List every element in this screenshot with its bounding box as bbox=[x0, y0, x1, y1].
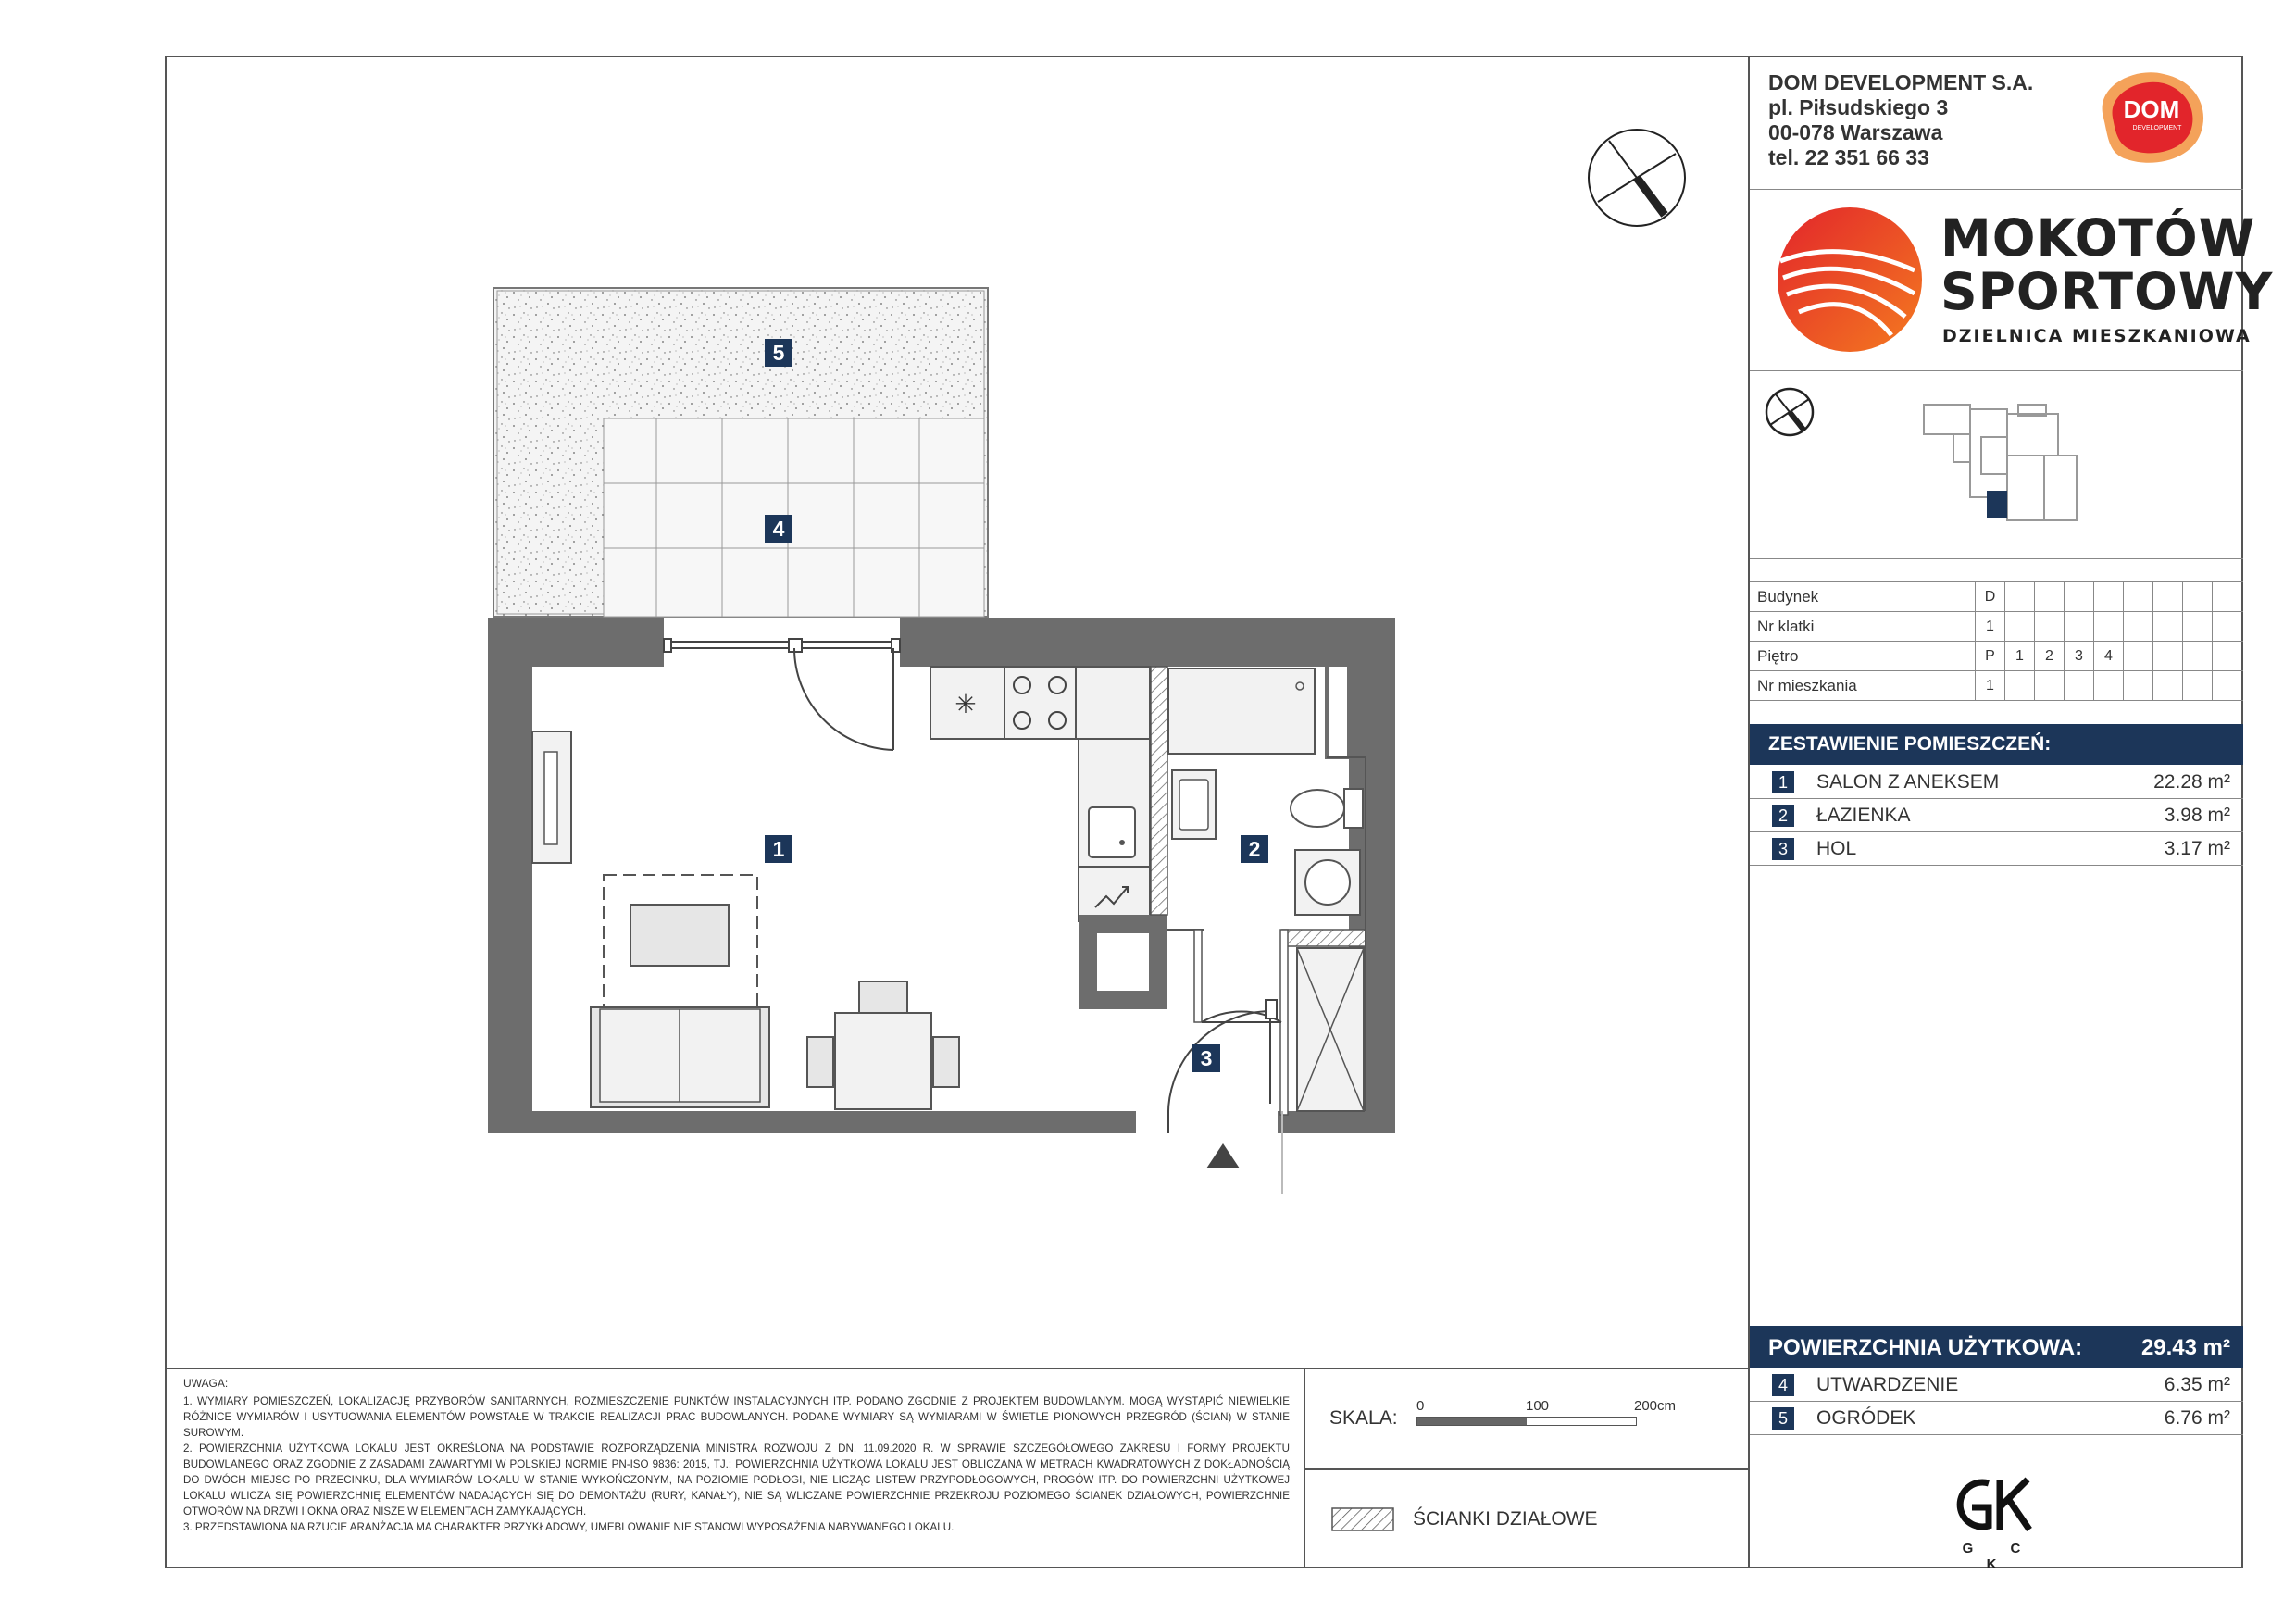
company-city: 00-078 Warszawa bbox=[1768, 120, 1943, 144]
info-cell-empty bbox=[2182, 642, 2212, 671]
info-row-budynek bbox=[1750, 581, 2243, 611]
room-area: 3.98 m² bbox=[2164, 805, 2230, 826]
info-cell-empty bbox=[2123, 612, 2152, 642]
info-cell-empty bbox=[2152, 642, 2182, 671]
dom-development-logo bbox=[2085, 67, 2210, 169]
company-address bbox=[1768, 70, 2033, 170]
info-cell: 4 bbox=[2093, 642, 2123, 671]
project-subtitle: DZIELNICA MIESZKANIOWA bbox=[1942, 326, 2252, 346]
info-cell-empty bbox=[2212, 612, 2241, 642]
info-cell-empty bbox=[2064, 612, 2093, 642]
info-cell-empty bbox=[2152, 671, 2182, 701]
room-row bbox=[1750, 766, 2243, 799]
balcony-door bbox=[664, 639, 900, 750]
info-cell-empty bbox=[2093, 582, 2123, 612]
panel-separator bbox=[1750, 189, 2243, 190]
notes-title: UWAGA: bbox=[183, 1377, 229, 1390]
extra-area: 6.35 m² bbox=[2164, 1374, 2230, 1395]
note-3: 3. PRZEDSTAWIONA NA RZUCIE ARANŻACJA MA CHARAKTER PRZYKŁADOWY, UMEBLOWANIE NIE STANOWI WYPOSAŻENIA NABYWANEGO LOKALU. bbox=[183, 1521, 955, 1533]
info-row-klatka bbox=[1750, 611, 2243, 641]
info-label: Budynek bbox=[1757, 588, 1819, 606]
info-cell-empty bbox=[2123, 642, 2152, 671]
info-cell-empty bbox=[2004, 671, 2034, 701]
info-cell-empty bbox=[2123, 671, 2152, 701]
room-label-1: 1 bbox=[765, 835, 792, 863]
info-cell-empty bbox=[2212, 582, 2241, 612]
info-cell-empty bbox=[2034, 671, 2064, 701]
extra-row bbox=[1750, 1368, 2243, 1402]
washing-machine bbox=[1295, 850, 1360, 915]
company-name: DOM DEVELOPMENT S.A. bbox=[1768, 70, 2034, 94]
info-cell-empty bbox=[2064, 582, 2093, 612]
bathtub bbox=[1168, 668, 1315, 754]
info-cell-empty bbox=[2152, 612, 2182, 642]
bath-niche bbox=[1327, 665, 1349, 757]
dom-logo-subtext: DEVELOPMENT bbox=[2132, 125, 2182, 131]
coffee-table bbox=[630, 905, 729, 966]
dining-table bbox=[807, 981, 959, 1109]
room-area: 3.17 m² bbox=[2164, 838, 2230, 859]
extra-number: 4 bbox=[1772, 1374, 1794, 1396]
dom-logo-text: DOM bbox=[2123, 95, 2180, 123]
kitchen-sink-icon bbox=[1089, 807, 1135, 857]
info-cell: P bbox=[1975, 642, 2004, 671]
info-cell-empty bbox=[2182, 671, 2212, 701]
info-label: Piętro bbox=[1757, 647, 1799, 665]
info-cell-empty bbox=[2004, 582, 2034, 612]
room-label-5: 5 bbox=[765, 339, 792, 367]
info-cell-empty bbox=[2212, 642, 2241, 671]
info-cell-empty bbox=[2093, 612, 2123, 642]
info-cell-empty bbox=[2152, 582, 2182, 612]
info-cell-empty bbox=[2212, 671, 2241, 701]
info-cell-empty bbox=[2093, 671, 2123, 701]
tv-cabinet bbox=[532, 731, 571, 863]
scale-bar bbox=[1416, 1417, 1637, 1426]
rooms-header: ZESTAWIENIE POMIESZCZEŃ: bbox=[1750, 724, 2243, 765]
room-name: HOL bbox=[1816, 838, 1857, 859]
room-label-3: 3 bbox=[1192, 1044, 1220, 1072]
mokotow-sportowy-logo bbox=[1776, 206, 1924, 354]
room-area: 22.28 m² bbox=[2153, 771, 2230, 793]
project-title-line1: MOKOTÓW bbox=[1940, 208, 2256, 268]
usable-area-label: POWIERZCHNIA UŻYTKOWA: bbox=[1768, 1335, 2083, 1360]
scale-tick-200: 200cm bbox=[1634, 1398, 1677, 1414]
company-street: pl. Piłsudskiego 3 bbox=[1768, 95, 1949, 119]
room-label-2: 2 bbox=[1241, 835, 1268, 863]
key-plan bbox=[1759, 381, 2222, 553]
usable-area-banner bbox=[1750, 1326, 2243, 1368]
scale-tick-0: 0 bbox=[1416, 1398, 1425, 1414]
extra-row bbox=[1750, 1402, 2243, 1435]
room-row bbox=[1750, 832, 2243, 866]
info-cell: 1 bbox=[1975, 671, 2004, 701]
toilet bbox=[1291, 789, 1363, 828]
scale-tick-100: 100 bbox=[1526, 1398, 1550, 1414]
info-cell-empty bbox=[2004, 612, 2034, 642]
room-name: ŁAZIENKA bbox=[1816, 805, 1911, 826]
info-cell: 3 bbox=[2064, 642, 2093, 671]
project-title bbox=[1940, 208, 2274, 321]
terrace-tiles bbox=[604, 418, 984, 617]
note-2: 2. POWIERZCHNIA UŻYTKOWA LOKALU JEST OKREŚLONA NA PODSTAWIE ROZPORZĄDZENIA MINISTRA ROZWOJU Z DN. 11.09.2020 R. W SPRAWIE SZCZEGÓŁOWEGO ZAKRESU I FORMY PROJEKTU BUDOWLANEGO ORAZ ZGODNIE Z ZASADAMI ZAWARTYMI W POLSKIEJ NORMIE PN-ISO 9836: 2015, TJ.: POWIERZCHNIA UŻYTKOWA LOKALU JEST OBLICZANA W METRACH KWADRATOWYCH Z DOKŁADNOŚCIĄ DO DWÓCH MIEJSC PO PRZECINKU, DLA WYMIARÓW LOKALU W STANIE WYKOŃCZONYM, NA POZIOMIE PODŁOGI, NIE LICZĄC LISTEW PRZYPODŁOGOWYCH, PROGÓW ITP. DO POWIERZCHNI UŻYTKOWEJ LOKALU WLICZA SIĘ POWIERZCHNIĘ ELEMENTÓW NADAJĄCYCH SIĘ DO DEMONTAŻU (RURY, KANAŁY), NIE SĄ WLICZANE POWIERZCHNIE PRZEKROJU POZIOMEGO ŚCIANEK DZIAŁOWYCH, POWIERZCHNIE OTWORÓW NA DRZWI I OKNA ORAZ NISZE W ELEMENTACH ZAMYKAJĄCYCH. bbox=[183, 1443, 1290, 1518]
extra-number: 5 bbox=[1772, 1407, 1794, 1430]
partition-legend-label: ŚCIANKI DZIAŁOWE bbox=[1413, 1508, 1598, 1530]
key-plan-compass-icon bbox=[1766, 389, 1813, 435]
shaft bbox=[1079, 915, 1167, 1009]
extra-name: UTWARDZENIE bbox=[1816, 1374, 1959, 1395]
room-row bbox=[1750, 799, 2243, 832]
info-cell: 1 bbox=[2004, 642, 2034, 671]
extra-area: 6.76 m² bbox=[2164, 1407, 2230, 1429]
info-cell-empty bbox=[2034, 612, 2064, 642]
info-row-pietro bbox=[1750, 641, 2243, 670]
gck-logo bbox=[1944, 1472, 2055, 1572]
room-label-4: 4 bbox=[765, 515, 792, 543]
apartment-location-marker bbox=[1987, 491, 2007, 518]
entrance-arrow-icon bbox=[1206, 1143, 1240, 1168]
info-cell-empty bbox=[2123, 582, 2152, 612]
note-1: 1. WYMIARY POMIESZCZEŃ, LOKALIZACJĘ PRZYBORÓW SANITARNYCH, ROZMIESZCZENIE PUNKTÓW INSTALACYJNYCH ITP. PODANO ZGODNIE Z PROJEKTEM BUDOWLANYM. MOGĄ WYSTĄPIĆ NIEWIELKIE RÓŻNICE WYMIARÓW I USYTUOWANIA ELEMENTÓW POWSTAŁE W TRAKCIE REALIZACJI PRAC BUDOWLANYCH. PODANE WYMIARY SĄ WYMIARAMI W ŚWIETLE PIONOWYCH PRZEGRÓD (ŚCIAN) W STANIE SUROWYM. bbox=[183, 1395, 1290, 1439]
info-label: Nr mieszkania bbox=[1757, 677, 1857, 694]
room-name: SALON Z ANEKSEM bbox=[1816, 771, 2000, 793]
room-number: 1 bbox=[1772, 771, 1794, 793]
bathroom-sink bbox=[1172, 770, 1216, 839]
notes-list bbox=[183, 1393, 1290, 1535]
info-label: Nr klatki bbox=[1757, 618, 1815, 635]
gck-letters: G C K bbox=[1962, 1541, 2038, 1572]
panel-separator bbox=[1750, 370, 2243, 371]
info-cell-empty bbox=[2064, 671, 2093, 701]
sofa bbox=[591, 1007, 769, 1107]
info-cell-empty bbox=[2034, 582, 2064, 612]
info-cell-empty bbox=[2182, 582, 2212, 612]
fridge-icon: ✳ bbox=[955, 689, 977, 719]
usable-area-value: 29.43 m² bbox=[2140, 1335, 2230, 1360]
partition-hatch-icon bbox=[1331, 1507, 1394, 1536]
north-compass-icon bbox=[1585, 126, 1689, 234]
info-cell: D bbox=[1975, 582, 2004, 612]
panel-separator bbox=[1750, 558, 2243, 559]
wardrobe bbox=[1297, 948, 1364, 1111]
room-number: 3 bbox=[1772, 838, 1794, 860]
info-row-mieszkanie bbox=[1750, 670, 2243, 701]
scale-label: SKALA: bbox=[1329, 1407, 1398, 1429]
floor-plan bbox=[481, 278, 1407, 1194]
company-phone: tel. 22 351 66 33 bbox=[1768, 145, 1929, 169]
divider-notes bbox=[165, 1368, 1750, 1369]
info-cell: 1 bbox=[1975, 612, 2004, 642]
info-cell: 2 bbox=[2034, 642, 2064, 671]
extra-name: OGRÓDEK bbox=[1816, 1407, 1916, 1429]
divider-scale-legend bbox=[1304, 1468, 1750, 1470]
room-number: 2 bbox=[1772, 805, 1794, 827]
project-title-line2: SPORTOWY bbox=[1940, 262, 2274, 321]
info-cell-empty bbox=[2182, 612, 2212, 642]
